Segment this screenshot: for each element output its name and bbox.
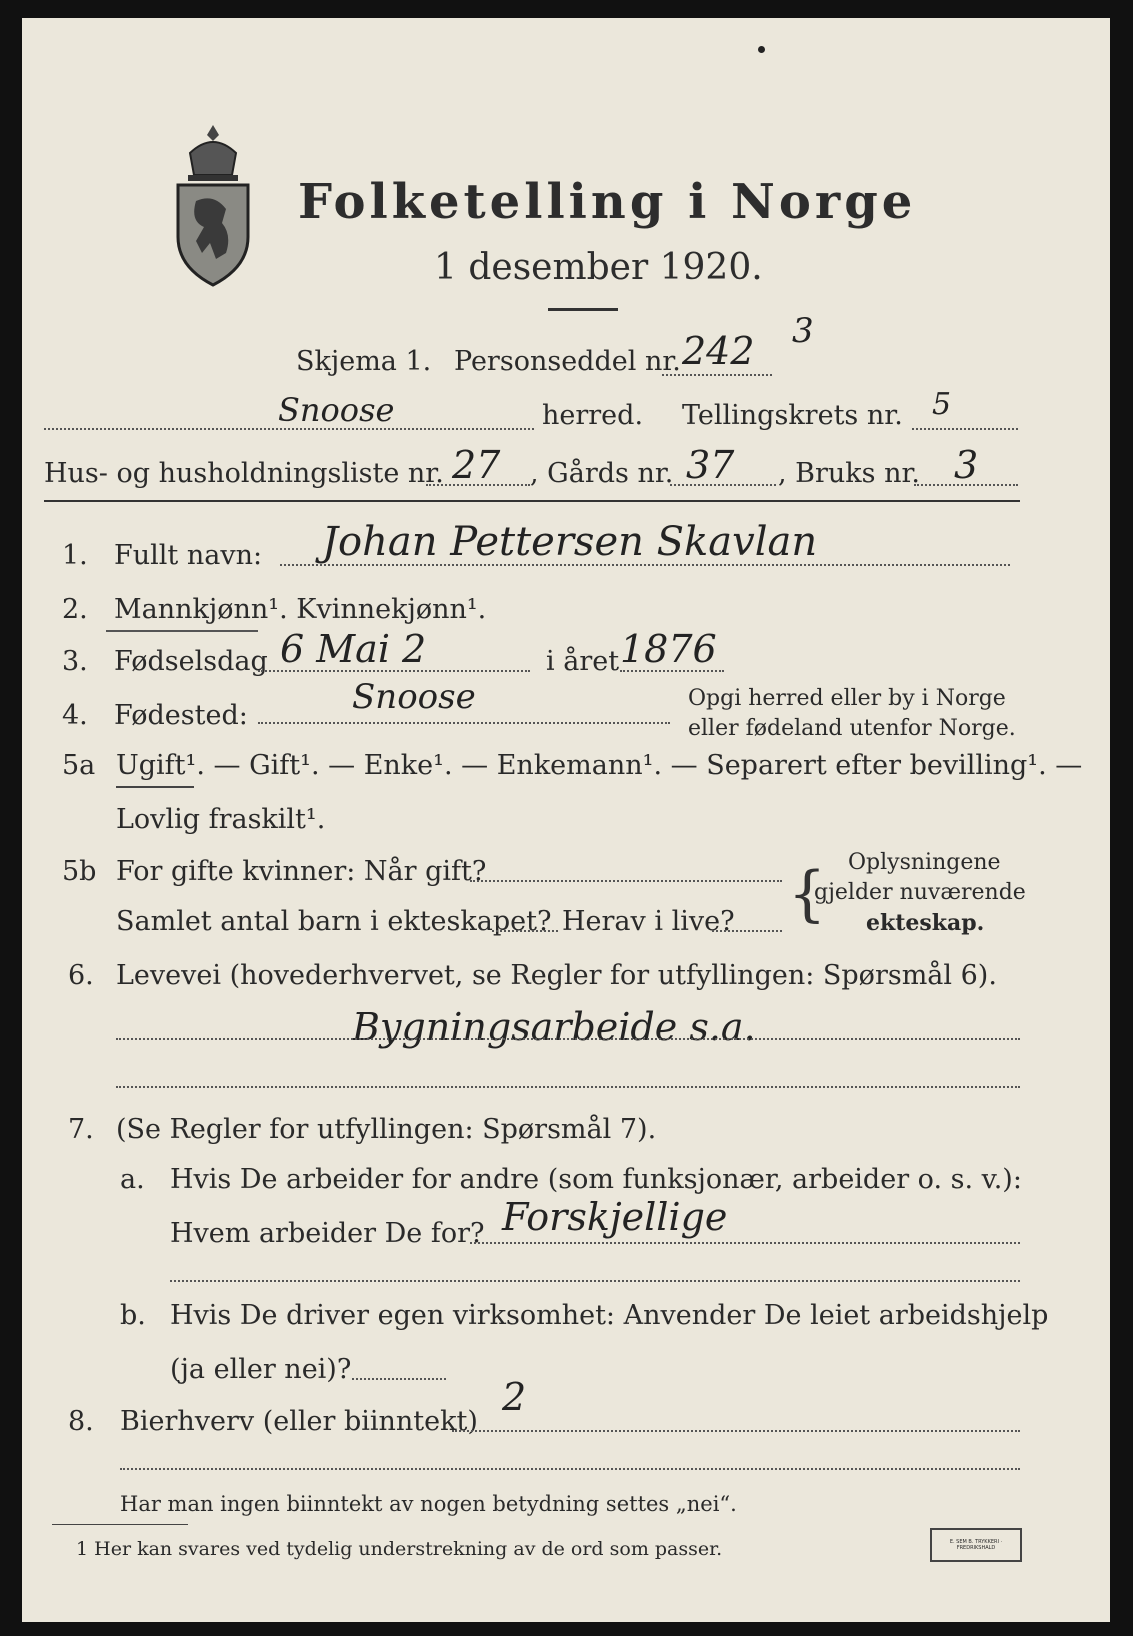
q8-line: [452, 1430, 1020, 1432]
personseddel-extra: 3: [792, 311, 814, 351]
q4-line: [258, 722, 670, 724]
q5b-note2: gjelder nuværende: [814, 880, 1026, 905]
herred-value: Snoose: [278, 391, 395, 429]
herred-label: herred.: [542, 400, 644, 431]
header-divider: [44, 500, 1020, 502]
q4-value: Snoose: [352, 677, 476, 717]
q4-note-line1: Opgi herred eller by i Norge: [688, 686, 1006, 711]
q5b-line1: For gifte kvinner: Når gift?: [116, 856, 487, 887]
q7b-line1: Hvis De driver egen virksomhet: Anvender De leiet arbeidshjelp: [170, 1300, 1049, 1331]
q1-number: 1.: [62, 540, 88, 571]
skjema-label: Skjema 1.: [296, 346, 432, 377]
q5b-note3: ekteskap.: [866, 910, 985, 936]
census-form: [22, 18, 1110, 1622]
q7a-letter: a.: [120, 1164, 145, 1195]
gards-label: , Gårds nr.: [530, 458, 674, 489]
q2-number: 2.: [62, 594, 88, 625]
q8-label: Bierhverv (eller biinntekt): [120, 1406, 478, 1437]
q7a-line2-dots: [170, 1280, 1020, 1282]
q2-underline: [106, 630, 258, 632]
tellingskrets-line: [912, 428, 1018, 430]
personseddel-line: [662, 374, 772, 376]
q7a-line2: Hvem arbeider De for?: [170, 1218, 485, 1249]
q3-number: 3.: [62, 646, 88, 677]
q5b-line1-dots: [470, 880, 782, 882]
q7a-line1: Hvis De arbeider for andre (som funksjonær, arbeider o. s. v.):: [170, 1164, 1022, 1195]
footer-note: Har man ingen biinntekt av nogen betydning settes „nei“.: [120, 1492, 737, 1516]
q5b-line2b-dots: [712, 930, 782, 932]
q8-number: 8.: [68, 1406, 94, 1437]
q5a-underline: [116, 786, 194, 788]
footnote: 1 Her kan svares ved tydelig understrekning av de ord som passer.: [76, 1538, 723, 1560]
q6-number: 6.: [68, 960, 94, 991]
q6-value: Bygningsarbeide s.a.: [352, 1005, 756, 1049]
q5a-line1: Ugift¹. — Gift¹. — Enke¹. — Enkemann¹. — Separert efter bevilling¹. —: [116, 750, 1083, 781]
tellingskrets-value: 5: [932, 387, 952, 422]
q4-label: Fødested:: [114, 700, 248, 731]
page-title: Folketelling i Norge: [298, 174, 917, 230]
personseddel-value: 242: [682, 329, 755, 373]
q5b-note1: Oplysningene: [848, 850, 1001, 875]
bruks-label: , Bruks nr.: [778, 458, 921, 489]
gards-value: 37: [686, 443, 735, 487]
hus-label: Hus- og husholdningsliste nr.: [44, 458, 444, 489]
q3-label: Fødselsdag: [114, 646, 268, 677]
q5b-line2a: Samlet antal barn i ekteskapet?: [116, 906, 552, 937]
q6-line2: [116, 1086, 1020, 1088]
q3-year-label: i året: [546, 646, 620, 677]
q1-value: Johan Pettersen Skavlan: [322, 519, 818, 565]
q5a-line2: Lovlig fraskilt¹.: [116, 804, 326, 835]
herred-line: [44, 428, 534, 430]
q7b-letter: b.: [120, 1300, 146, 1331]
q8-value: 2: [502, 1375, 527, 1419]
q6-label: Levevei (hovederhvervet, se Regler for utfyllingen: Spørsmål 6).: [116, 960, 997, 991]
personseddel-label: Personseddel nr.: [454, 346, 681, 377]
coat-of-arms-icon: [168, 123, 258, 288]
q7-number: 7.: [68, 1114, 94, 1145]
census-date: 1 desember 1920.: [434, 247, 763, 288]
bruks-value: 3: [954, 443, 979, 487]
q7b-line: [352, 1378, 446, 1380]
tellingskrets-label: Tellingskrets nr.: [682, 400, 903, 431]
q5b-brace: {: [788, 859, 827, 929]
q7a-line: [470, 1242, 1020, 1244]
title-divider: [548, 308, 618, 311]
ink-dot: [758, 46, 765, 53]
printer-text: E. SEM B. TRYKKERI · FREDRIKSHALD: [949, 1539, 1003, 1551]
q7a-value: Forskjellige: [502, 1195, 728, 1239]
q5a-number: 5a: [62, 750, 96, 781]
q7-label: (Se Regler for utfyllingen: Spørsmål 7).: [116, 1114, 657, 1145]
printer-stamp: [930, 1528, 1022, 1562]
q3-year-value: 1876: [620, 627, 717, 671]
q6-line1: [116, 1038, 1020, 1040]
q2-label: Mannkjønn¹. Kvinnekjønn¹.: [114, 594, 487, 625]
q5b-number: 5b: [62, 856, 97, 887]
q7b-line2: (ja eller nei)?: [170, 1354, 352, 1385]
q8-line2: [120, 1468, 1020, 1470]
q1-label: Fullt navn:: [114, 540, 263, 571]
q3-value: 6 Mai 2: [280, 627, 427, 671]
hus-value: 27: [452, 443, 501, 487]
q4-number: 4.: [62, 700, 88, 731]
q5b-line2b: Herav i live?: [562, 906, 735, 937]
q4-note-line2: eller fødeland utenfor Norge.: [688, 716, 1016, 741]
q5b-line2a-dots: [492, 930, 558, 932]
footnote-divider: [52, 1524, 188, 1525]
